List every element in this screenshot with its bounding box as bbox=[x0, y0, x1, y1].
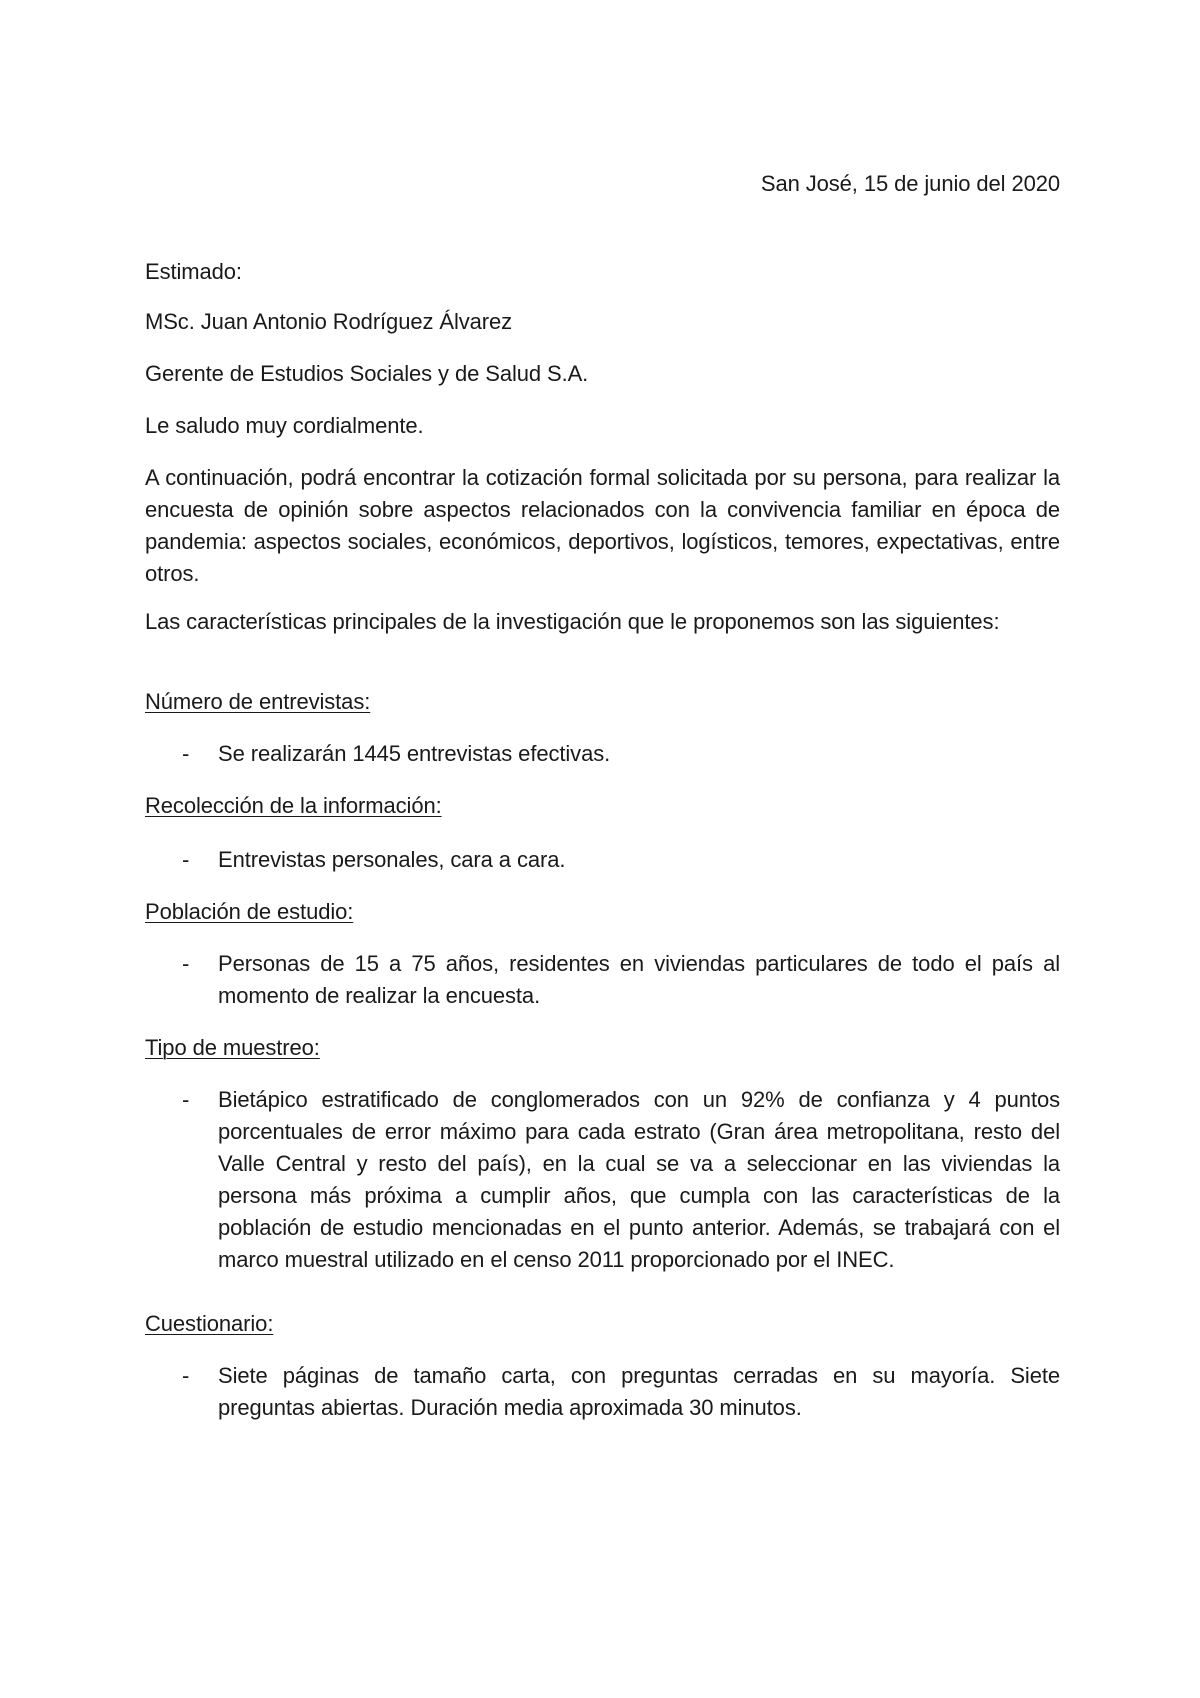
greeting: Estimado: bbox=[145, 259, 242, 284]
letter-date: San José, 15 de junio del 2020 bbox=[760, 171, 1060, 196]
section-heading-data-collection: Recolección de la información: bbox=[145, 793, 442, 818]
section-heading-questionnaire: Cuestionario: bbox=[145, 1311, 274, 1336]
intro-paragraph: A continuación, podrá encontrar la cotización formal solicitada por su persona, para realizar la encuesta de opinión sobre aspectos relacionados con la convivencia familiar en época de pandemia: aspectos sociales, económicos, deportivos, logísticos, temores, expectativas, entre otros. bbox=[145, 465, 1060, 586]
characteristics-paragraph: Las características principales de la investigación que le proponemos son las siguientes: bbox=[145, 609, 1000, 634]
recipient-name: MSc. Juan Antonio Rodríguez Álvarez bbox=[145, 309, 513, 334]
section-bullet-interviews: Se realizarán 1445 entrevistas efectivas. bbox=[218, 741, 611, 766]
section-bullet-sampling: Bietápico estratificado de conglomerados con un 92% de confianza y 4 puntos porcentuales de error máximo para cada estrato (Gran área metropolitana, resto del Valle Central y resto del país), en la cual se va a seleccionar en las viviendas la persona más próxima a cumplir años, que cumpla con las características de la población de estudio mencionadas en el punto anterior. Además, se trabajará con el marco muestral utilizado en el censo 2011 proporcionado por el INEC. bbox=[218, 1087, 1060, 1272]
bullet-dash: - bbox=[182, 951, 190, 976]
salutation: Le saludo muy cordialmente. bbox=[145, 413, 424, 438]
section-heading-population: Población de estudio: bbox=[145, 899, 354, 924]
section-bullet-data-collection: Entrevistas personales, cara a cara. bbox=[218, 847, 566, 872]
section-bullet-questionnaire: Siete páginas de tamaño carta, con preguntas cerradas en su mayoría. Siete preguntas abiertas. Duración media aproximada 30 minutos. bbox=[218, 1363, 1060, 1420]
bullet-dash: - bbox=[182, 741, 190, 766]
bullet-dash: - bbox=[182, 847, 190, 872]
bullet-dash: - bbox=[182, 1363, 190, 1388]
section-heading-interviews: Número de entrevistas: bbox=[145, 689, 371, 714]
bullet-dash: - bbox=[182, 1087, 190, 1112]
section-bullet-population: Personas de 15 a 75 años, residentes en viviendas particulares de todo el país al momento de realizar la encuesta. bbox=[218, 951, 1060, 1008]
section-heading-sampling: Tipo de muestreo: bbox=[145, 1035, 320, 1060]
recipient-title: Gerente de Estudios Sociales y de Salud S.A. bbox=[145, 361, 589, 386]
